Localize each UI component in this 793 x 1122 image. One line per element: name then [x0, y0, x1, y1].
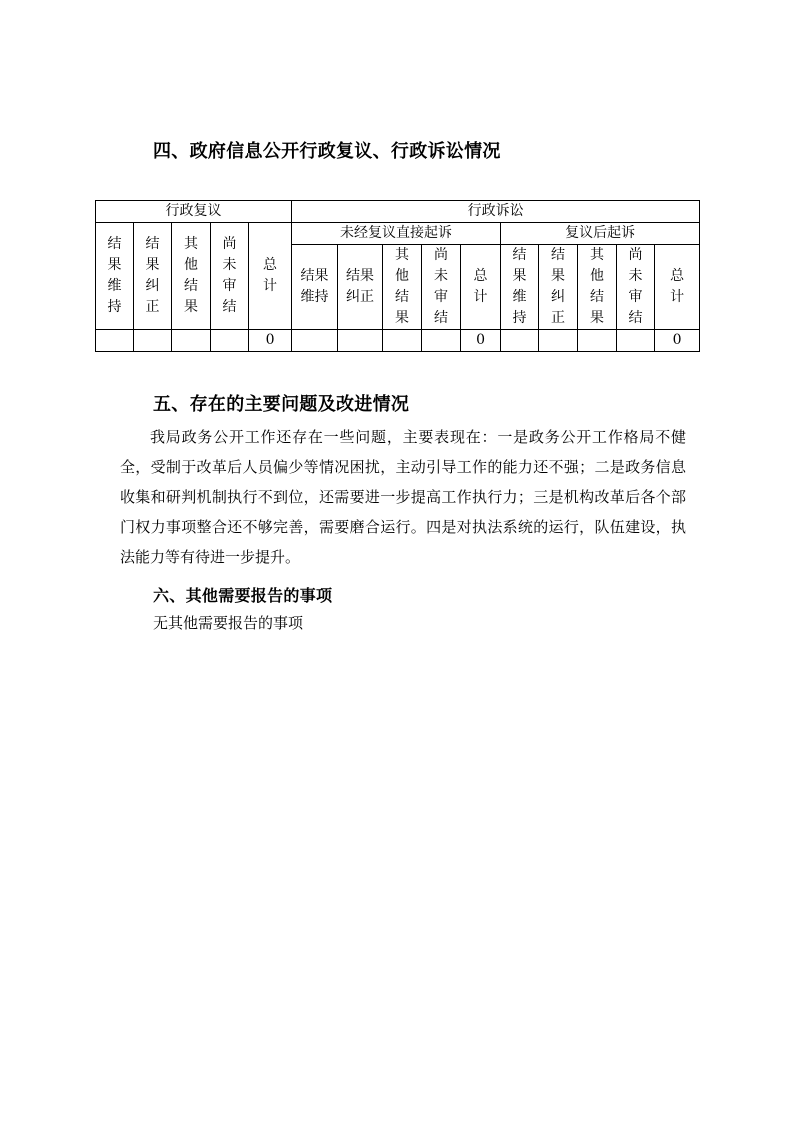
value-cell — [211, 330, 249, 352]
direct-col-corrected: 结果 纠正 — [338, 245, 383, 330]
value-cell — [539, 330, 578, 352]
review-col-total: 总 计 — [249, 223, 292, 330]
review-col-pending: 尚 未 审 结 — [211, 223, 249, 330]
value-cell — [338, 330, 383, 352]
section-4-heading: 四、政府信息公开行政复议、行政诉讼情况 — [153, 141, 501, 162]
review-col-other: 其 他 结 果 — [172, 223, 211, 330]
value-cell — [292, 330, 338, 352]
header-lawsuit-after-review: 复议后起诉 — [501, 223, 700, 245]
section-6-paragraph: 无其他需要报告的事项 — [153, 614, 304, 632]
review-litigation-table — [95, 200, 700, 352]
value-cell: 0 — [249, 330, 292, 352]
after-col-other: 其 他 结 果 — [578, 245, 617, 330]
value-cell — [422, 330, 461, 352]
value-cell — [578, 330, 617, 352]
value-cell — [172, 330, 211, 352]
value-cell — [134, 330, 172, 352]
value-cell — [96, 330, 134, 352]
value-cell: 0 — [655, 330, 700, 352]
header-direct-lawsuit: 未经复议直接起诉 — [292, 223, 501, 245]
direct-col-pending: 尚 未 审 结 — [422, 245, 461, 330]
direct-col-upheld: 结果 维持 — [292, 245, 338, 330]
direct-col-total: 总 计 — [461, 245, 501, 330]
section-5-paragraph: 我局政务公开工作还存在一些问题，主要表现在：一是政务公开工作格局不健全，受制于改革后人员偏少等情况困扰，主动引导工作的能力还不强；二是政务信息收集和研判机制执行不到位，还需要进一步提高工作执行力；三是机构改革后各个部门权力事项整合还不够完善，需要磨合运行。四是对执法系统的运行，队伍建设，执法能力等有待进一步提升。 — [120, 428, 686, 566]
after-col-upheld: 结 果 维 持 — [501, 245, 539, 330]
after-col-corrected: 结 果 纠 正 — [539, 245, 578, 330]
value-cell — [617, 330, 655, 352]
after-col-total: 总 计 — [655, 245, 700, 330]
header-administrative-litigation: 行政诉讼 — [292, 201, 700, 223]
section-5-heading: 五、存在的主要问题及改进情况 — [153, 394, 410, 415]
value-cell — [383, 330, 422, 352]
section-6-heading: 六、其他需要报告的事项 — [153, 586, 333, 605]
header-administrative-review: 行政复议 — [96, 201, 292, 223]
value-cell: 0 — [461, 330, 501, 352]
review-col-upheld: 结 果 维 持 — [96, 223, 134, 330]
after-col-pending: 尚 未 审 结 — [617, 245, 655, 330]
value-cell — [501, 330, 539, 352]
direct-col-other: 其 他 结 果 — [383, 245, 422, 330]
review-col-corrected: 结 果 纠 正 — [134, 223, 172, 330]
